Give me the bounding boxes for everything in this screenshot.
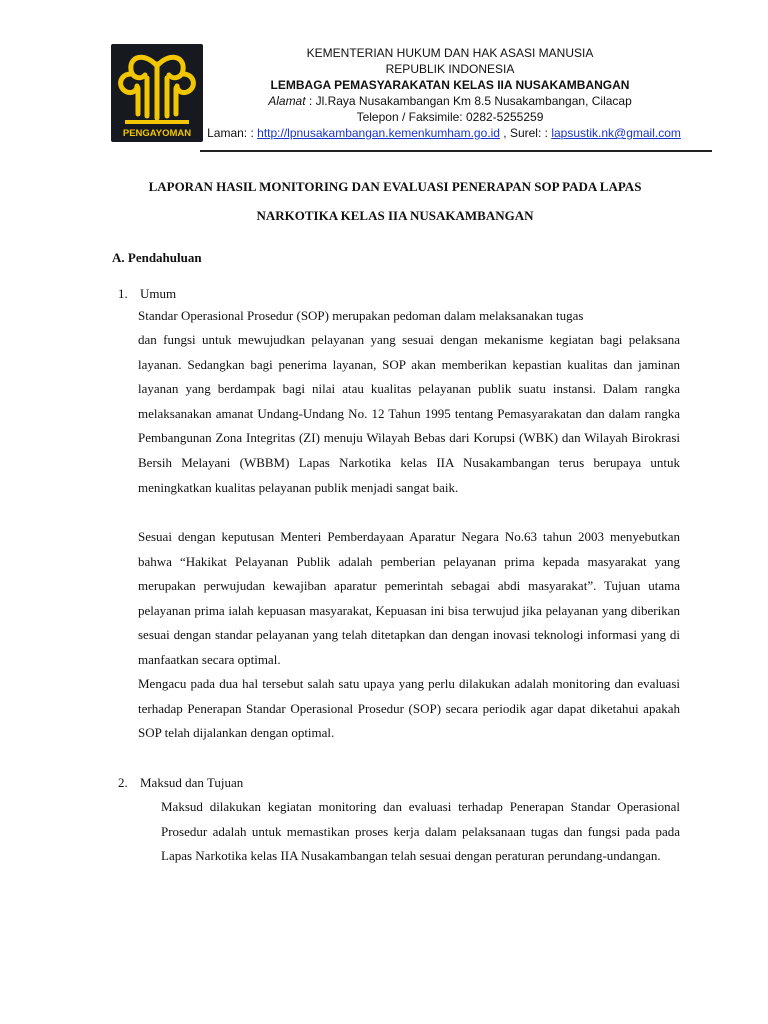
email-label: , Surel: : bbox=[499, 126, 552, 140]
umum-paragraph-3: Mengacu pada dua hal tersebut salah satu upaya yang perlu dilakukan adalah monitoring dan evaluasi terhadap Penerapan Standar Operasional Prosedur (SOP) secara periodik agar dapat diketahui apakah SOP telah dijalankan dengan optimal. bbox=[138, 676, 680, 741]
section-a-heading: A. Pendahuluan bbox=[112, 250, 202, 265]
phone-line: Telepon / Faksimile: 0282-5255259 bbox=[356, 110, 544, 124]
umum-paragraph-1-first-line: Standar Operasional Prosedur (SOP) merupakan pedoman dalam melaksanakan tugas bbox=[138, 308, 584, 323]
institution-name: LEMBAGA PEMASYARAKATAN KELAS IIA NUSAKAMBANGAN bbox=[270, 78, 630, 92]
contact-line bbox=[188, 125, 700, 141]
subsection-1-heading bbox=[118, 284, 176, 304]
maksud-tujuan-paragraph: Maksud dilakukan kegiatan monitoring dan evaluasi terhadap Penerapan Standar Operasional Prosedur adalah untuk memastikan proses kerja dalam pelaksanaan tugas dan fungsi pada pada Lapas Narkotika kelas IIA Nusakambangan telah sesuai dengan peraturan perundang-undangan. bbox=[161, 799, 680, 863]
logo-caption: PENGAYOMAN bbox=[122, 128, 192, 139]
subsection-2-title: Maksud dan Tujuan bbox=[140, 775, 244, 790]
umum-paragraph-1: dan fungsi untuk mewujudkan pelayanan yang sesuai dengan mekanisme kegiatan bagi pelaksana layanan. Sedangkan bagi penerima layanan, SOP akan memberikan kepastian kualitas dan jaminan layanan yang berdampak bagi nilai atau kualitas pelayanan publik suatu instansi. Dalam rangka melaksanakan amanat Undang-Undang No. 12 Tahun 1995 tentang Pemasyarakatan dan dalam rangka Pembangunan Zona Integritas (ZI) menuju Wilayah Bebas dari Korupsi (WBK) dan Wilayah Birokrasi Bersih Melayani (WBBM) Lapas Narkotika kelas IIA Nusakambangan terus berupaya untuk meningkatkan kualitas pelayanan publik menjadi sangat baik. bbox=[138, 332, 680, 495]
web-label: Laman: : bbox=[207, 126, 258, 140]
report-title-line2: NARKOTIKA KELAS IIA NUSAKAMBANGAN bbox=[256, 208, 534, 223]
subsection-1-number: 1. bbox=[118, 286, 128, 301]
umum-paragraph-2: Sesuai dengan keputusan Menteri Pemberdayaan Aparatur Negara No.63 tahun 2003 menyebutkan bahwa “Hakikat Pelayanan Publik adalah pemberian pelayanan prima kepada masyarakat yang merupakan perwujudan kewajiban aparatur pemerintah sebagai abdi masyarakat”. Tujuan utama pelayanan prima ialah kepuasan masyarakat, Kepuasan ini bisa terwujud jika pelayanan yang diberikan sesuai dengan standar pelayanan yang telah ditetapkan dan dengan inovasi teknologi informasi yang di manfaatkan secara optimal. bbox=[138, 529, 680, 667]
subsection-2-number: 2. bbox=[118, 775, 128, 790]
email-link[interactable]: lapsustik.nk@gmail.com bbox=[551, 126, 681, 140]
country-name: REPUBLIK INDONESIA bbox=[385, 62, 515, 76]
report-title-line1: LAPORAN HASIL MONITORING DAN EVALUASI PENERAPAN SOP PADA LAPAS bbox=[148, 179, 642, 194]
letterhead bbox=[200, 45, 700, 141]
subsection-2-heading bbox=[118, 773, 243, 793]
subsection-1-title: Umum bbox=[140, 286, 177, 301]
address-label: Alamat bbox=[268, 94, 306, 108]
address-line bbox=[200, 93, 700, 109]
ministry-name: KEMENTERIAN HUKUM DAN HAK ASASI MANUSIA bbox=[306, 46, 594, 60]
website-link[interactable]: http://lpnusakambangan.kemenkumham.go.id bbox=[257, 126, 500, 140]
address-text: : Jl.Raya Nusakambangan Km 8.5 Nusakambangan, Cilacap bbox=[305, 94, 632, 108]
letterhead-divider bbox=[200, 150, 712, 152]
report-title bbox=[100, 172, 690, 230]
